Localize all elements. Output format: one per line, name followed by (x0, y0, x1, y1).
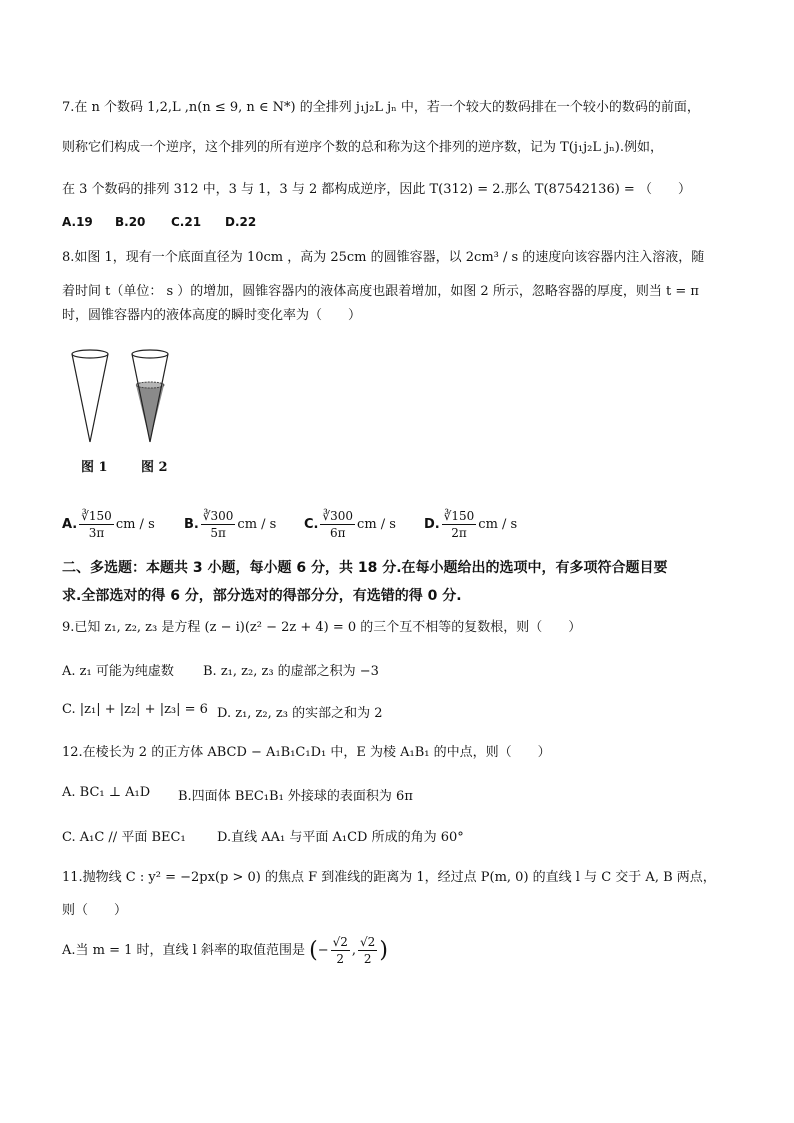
cone1-right-edge (90, 354, 108, 442)
q8-option-d: D. $\frac{∛150}{2\pi}$ cm / s (424, 509, 518, 540)
q7-line-2: 则称它们构成一个逆序，这个排列的所有逆序个数的总和称为这个排列的逆序数，记为 T(j₁j₂L jₙ).例如， (62, 140, 663, 155)
q9-option-a: A. z₁ 可能为纯虚数 (62, 664, 174, 679)
q9-option-b: B. z₁, z₂, z₃ 的虚部之积为 −3 (203, 664, 379, 679)
section2-heading-line-1: 二、多选题：本题共 3 小题，每小题 6 分，共 18 分.在每小题给出的选项中，有多项符合题目要 (62, 560, 668, 576)
q7-line-3: 在 3 个数码的排列 312 中，3 与 1，3 与 2 都构成逆序，因此 T(312) = 2.那么 T(87542136) = （ ） (62, 182, 691, 197)
q8-option-c: C. $\frac{∛300}{6\pi}$ cm / s (304, 509, 396, 540)
q12-option-c: C. A₁C // 平面 BEC₁ (62, 830, 186, 845)
q8-line-2: 着时间 t（单位： s ）的增加，圆锥容器内的液体高度也跟着增加，如图 2 所示，忽略容器的厚度，则当 t = π (62, 284, 699, 299)
q8-option-b: B. $\frac{∛300}{5\pi}$ cm / s (184, 509, 277, 540)
q12-option-b: B.四面体 BEC₁B₁ 外接球的表面积为 6π (178, 789, 413, 804)
cone2-rim (132, 350, 168, 358)
cone2-liquid-surface (136, 382, 164, 388)
q8-line-3: 时，圆锥容器内的液体高度的瞬时变化率为（ ） (62, 308, 362, 323)
q8-line-1: 8.如图 1，现有一个底面直径为 10cm ，高为 25cm 的圆锥容器，以 2cm³ / s 的速度向该容器内注入溶液，随 (62, 250, 705, 265)
cone1-left-edge (72, 354, 90, 442)
q7-option-d: D.22 (225, 215, 257, 229)
q9-option-c: C. |z₁| + |z₂| + |z₃| = 6 (62, 702, 208, 717)
q12-option-d: D.直线 AA₁ 与平面 A₁CD 所成的角为 60° (217, 830, 464, 845)
cone-figure (64, 344, 184, 475)
q7-option-b: B.20 (115, 215, 146, 229)
q9-option-d: D. z₁, z₂, z₃ 的实部之和为 2 (217, 706, 383, 721)
q7-line-1: 7.在 n 个数码 1,2,L ,n(n ≤ 9, n ∈ N*) 的全排列 j₁j₂L jₙ 中，若一个较大的数码排在一个较小的数码的前面， (62, 100, 700, 115)
q7-option-a: A.19 (62, 215, 93, 229)
q11-line-1: 11.抛物线 C : y² = −2px(p > 0) 的焦点 F 到准线的距离为 1，经过点 P(m, 0) 的直线 l 与 C 交于 A, B 两点， (62, 870, 716, 885)
q12-stem: 12.在棱长为 2 的正方体 ABCD − A₁B₁C₁D₁ 中，E 为棱 A₁B₁ 的中点，则（ ） (62, 745, 551, 760)
cone1-rim (72, 350, 108, 358)
q7-option-c: C.21 (171, 215, 202, 229)
q9-stem: 9.已知 z₁, z₂, z₃ 是方程 (z − i)(z² − 2z + 4) = 0 的三个互不相等的复数根，则（ ） (62, 620, 582, 635)
q8-option-a: A. $\frac{∛150}{3\pi}$ cm / s (62, 509, 155, 540)
cone-diagrams (64, 344, 184, 464)
figure-2-label: 图 2 (141, 460, 168, 475)
q11-line-2: 则（ ） (62, 903, 128, 918)
q12-option-a: A. BC₁ ⊥ A₁D (62, 785, 151, 800)
q11-option-a: A.当 m = 1 时，直线 l 斜率的取值范围是 (− $\frac{√2}{2}$ , $\frac{√2}{2}$ ) (62, 935, 388, 966)
section2-heading-line-2: 求.全部选对的得 6 分，部分选对的得部分分，有选错的得 0 分. (62, 588, 462, 604)
figure-1-label: 图 1 (81, 460, 108, 475)
